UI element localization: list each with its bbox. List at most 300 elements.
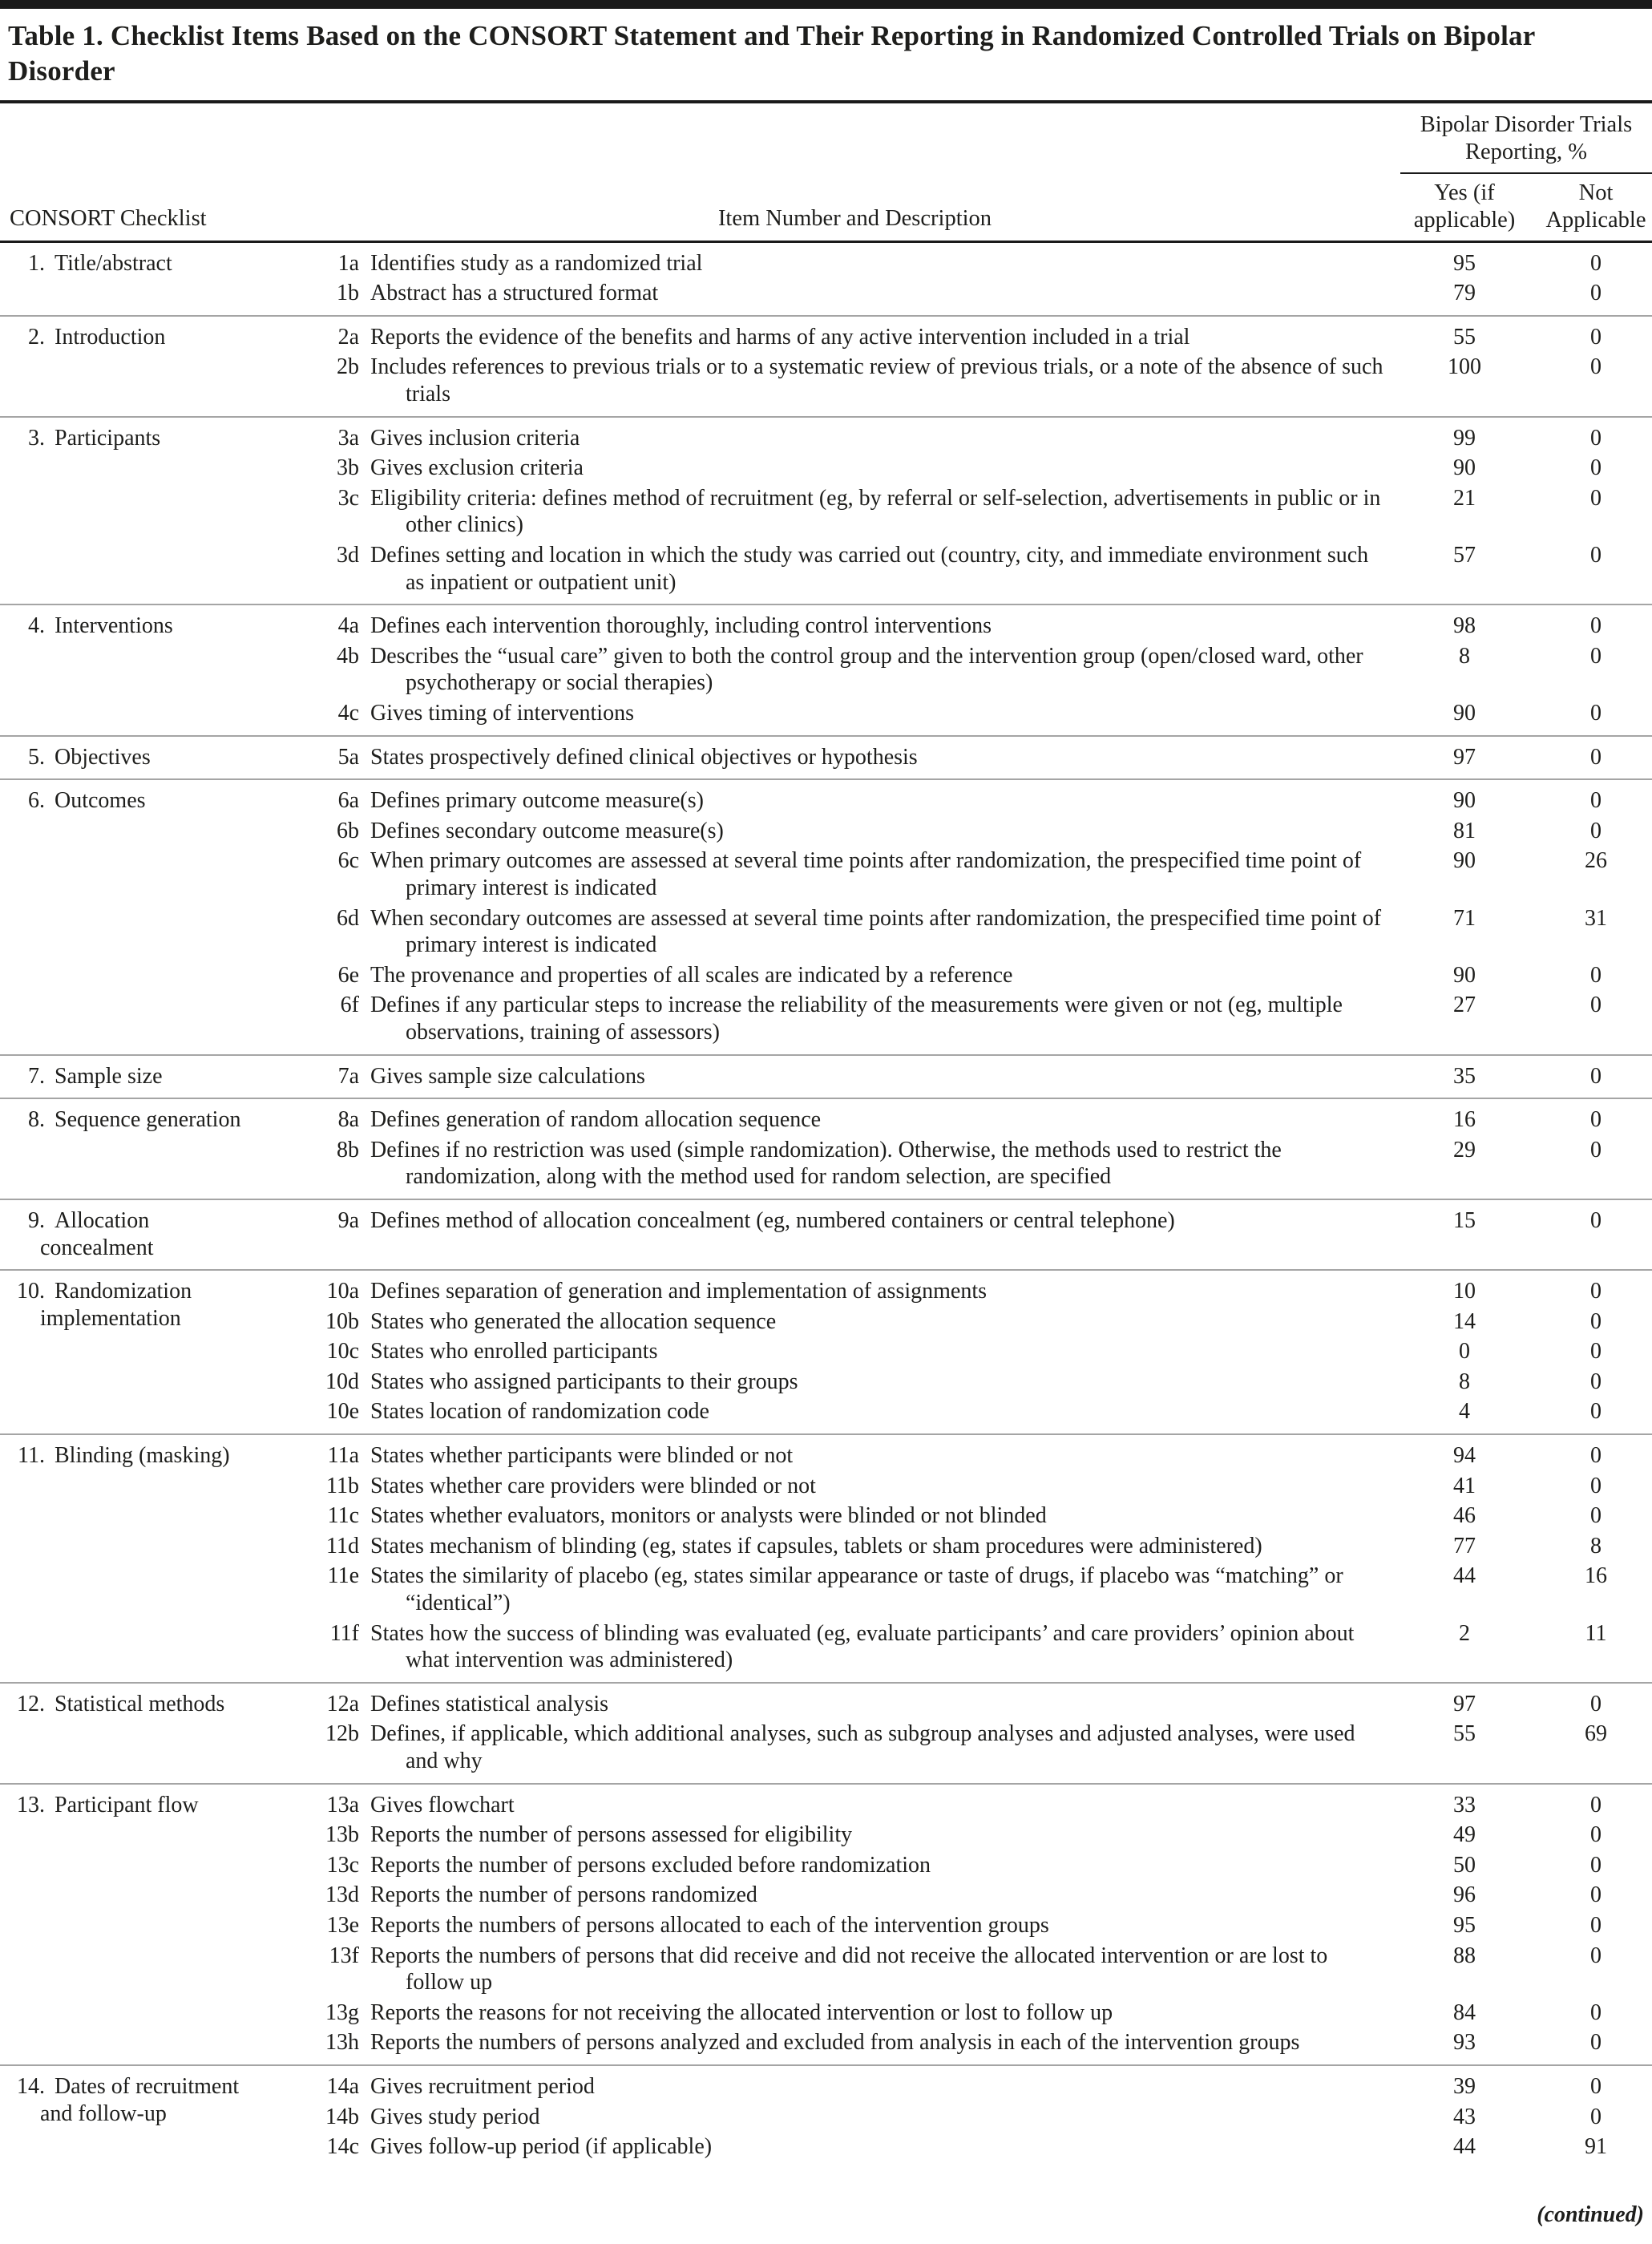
section-category [10, 1691, 309, 1775]
section-name-cont: concealment [40, 1235, 154, 1260]
item-number: 10d [325, 1369, 359, 1394]
item-description: The provenance and properties of all scales are indicated by a reference [370, 962, 1013, 988]
item-number: 11b [326, 1473, 359, 1498]
value-not-applicable: 0 [1590, 1912, 1602, 1938]
section-name: Randomization [55, 1279, 192, 1304]
checklist-item-row [309, 1106, 1652, 1134]
value-not-applicable: 0 [1590, 1308, 1602, 1334]
section-category [10, 425, 309, 596]
section-items [309, 425, 1652, 596]
item-number: 13g [325, 1999, 359, 2025]
value-not-applicable: 0 [1590, 1792, 1602, 1817]
section-category [10, 1792, 309, 2056]
value-not-applicable: 0 [1590, 788, 1602, 814]
checklist-item-row [309, 818, 1652, 845]
value-not-applicable: 0 [1590, 425, 1602, 451]
item-number: 10e [326, 1399, 359, 1425]
checklist-item-row [309, 1207, 1652, 1235]
table-title: Table 1. Checklist Items Based on the CONSORT Statement and Their Reporting in Randomized Controlled Trials on Bipolar Disorder [8, 20, 1535, 87]
checklist-section [0, 1269, 1652, 1433]
checklist-section [0, 1098, 1652, 1199]
value-not-applicable: 0 [1590, 744, 1602, 770]
section-number: 5. [28, 744, 45, 770]
checklist-item-row [309, 1852, 1652, 1879]
value-not-applicable: 0 [1590, 1339, 1602, 1365]
value-yes: 90 [1453, 788, 1476, 814]
value-not-applicable: 0 [1590, 543, 1602, 568]
item-description: Defines setting and location in which the study was carried out (country, city, and immediate environment such as inpatient or outpatient unit) [370, 543, 1369, 595]
checklist-item-row [309, 1278, 1652, 1305]
item-number: 8a [337, 1107, 359, 1133]
section-name: Blinding (masking) [55, 1443, 230, 1469]
value-yes: 79 [1453, 281, 1476, 306]
section-number: 7. [28, 1063, 45, 1089]
value-yes: 8 [1459, 643, 1470, 669]
section-category [10, 744, 309, 771]
checklist-section [0, 1783, 1652, 2064]
checklist-item-row [309, 1442, 1652, 1470]
section-items [309, 787, 1652, 1045]
value-yes: 27 [1453, 993, 1476, 1018]
checklist-item-row [309, 542, 1652, 596]
value-not-applicable: 69 [1585, 1721, 1607, 1747]
item-description: Reports the evidence of the benefits and harms of any active intervention included in a trial [370, 324, 1190, 350]
value-yes: 97 [1453, 1691, 1476, 1716]
section-number: 10. [17, 1279, 45, 1304]
item-number: 13f [329, 1943, 359, 1968]
value-not-applicable: 0 [1590, 1503, 1602, 1529]
checklist-item-row [309, 1137, 1652, 1191]
item-description: Defines each intervention thoroughly, including control interventions [370, 613, 992, 639]
item-number: 4a [337, 613, 359, 639]
value-not-applicable: 91 [1585, 2134, 1607, 2160]
item-description: Abstract has a structured format [370, 281, 659, 306]
section-category [10, 1278, 309, 1425]
value-yes: 14 [1453, 1308, 1476, 1334]
checklist-item-row [309, 1563, 1652, 1616]
item-number: 6f [340, 993, 359, 1018]
checklist-section [0, 416, 1652, 604]
item-number: 11a [327, 1443, 359, 1469]
value-not-applicable: 0 [1590, 1473, 1602, 1498]
checklist-item-row [309, 1369, 1652, 1396]
value-not-applicable: 0 [1590, 613, 1602, 639]
value-yes: 55 [1453, 1721, 1476, 1747]
value-not-applicable: 0 [1590, 1691, 1602, 1716]
section-name: Title/abstract [55, 250, 172, 276]
item-description: Reports the numbers of persons analyzed and excluded from analysis in each of the intervention groups [370, 2030, 1300, 2056]
item-number: 4c [337, 701, 359, 726]
section-items [309, 1792, 1652, 2056]
value-yes: 88 [1453, 1943, 1476, 1968]
checklist-item-row [309, 2133, 1652, 2161]
value-yes: 46 [1453, 1503, 1476, 1529]
item-number: 8b [337, 1137, 359, 1162]
column-header-not-applicable: Not Applicable [1545, 180, 1646, 233]
checklist-item-row [309, 1620, 1652, 1674]
section-items [309, 324, 1652, 408]
value-yes: 77 [1453, 1533, 1476, 1559]
section-number: 14. [17, 2073, 45, 2099]
value-yes: 55 [1453, 324, 1476, 350]
item-number: 13c [326, 1852, 359, 1878]
value-yes: 44 [1453, 2134, 1476, 2160]
item-number: 4b [337, 643, 359, 669]
section-category [10, 324, 309, 408]
value-not-applicable: 0 [1590, 455, 1602, 481]
item-number: 13b [325, 1822, 359, 1848]
value-not-applicable: 0 [1590, 2104, 1602, 2129]
item-description: Gives inclusion criteria [370, 425, 580, 451]
value-not-applicable: 8 [1590, 1533, 1602, 1559]
value-yes: 4 [1459, 1399, 1470, 1425]
value-not-applicable: 0 [1590, 281, 1602, 306]
value-yes: 0 [1459, 1339, 1470, 1365]
section-name: Objectives [55, 744, 151, 770]
item-description: When primary outcomes are assessed at several time points after randomization, the prespecified time point of primary interest is indicated [370, 848, 1362, 900]
item-description: Defines secondary outcome measure(s) [370, 818, 724, 843]
checklist-item-row [309, 1398, 1652, 1425]
checklist-item-row [309, 324, 1652, 351]
section-items [309, 613, 1652, 726]
value-not-applicable: 0 [1590, 1399, 1602, 1425]
value-not-applicable: 0 [1590, 1207, 1602, 1233]
value-not-applicable: 0 [1590, 643, 1602, 669]
value-not-applicable: 0 [1590, 250, 1602, 276]
item-description: Defines if no restriction was used (simple randomization). Otherwise, the methods used to restrict the randomization, along with the method used for random selection, are specified [370, 1137, 1282, 1190]
value-not-applicable: 0 [1590, 2030, 1602, 2056]
item-number: 12b [325, 1721, 359, 1747]
item-description: When secondary outcomes are assessed at several time points after randomization, the prespecified time point of primary interest is indicated [370, 905, 1382, 958]
sub-headers [1400, 180, 1652, 233]
value-not-applicable: 0 [1590, 1999, 1602, 2025]
section-category [10, 1442, 309, 1674]
item-description: Gives study period [370, 2104, 540, 2129]
section-name: Introduction [55, 324, 166, 350]
item-number: 14b [325, 2104, 359, 2129]
checklist-item-row [309, 425, 1652, 452]
value-not-applicable: 0 [1590, 962, 1602, 988]
value-yes: 10 [1453, 1279, 1476, 1304]
item-description: Defines separation of generation and implementation of assignments [370, 1279, 988, 1304]
section-items [309, 1442, 1652, 1674]
item-description: Reports the number of persons assessed for eligibility [370, 1822, 853, 1848]
item-number: 14c [326, 2134, 359, 2160]
section-category [10, 1106, 309, 1191]
checklist-item-row [309, 1792, 1652, 1819]
value-yes: 57 [1453, 543, 1476, 568]
item-description: Reports the numbers of persons allocated to each of the intervention groups [370, 1912, 1049, 1938]
section-category [10, 1207, 309, 1261]
item-number: 3c [337, 485, 359, 511]
item-description: Reports the numbers of persons that did receive and did not receive the allocated intervention or are lost to follow up [370, 1943, 1328, 1995]
checklist-section [0, 604, 1652, 734]
value-yes: 90 [1453, 455, 1476, 481]
section-items [309, 2073, 1652, 2161]
checklist-item-row [309, 992, 1652, 1045]
item-number: 1b [337, 281, 359, 306]
value-not-applicable: 0 [1590, 1137, 1602, 1162]
item-description: Gives timing of interventions [370, 701, 634, 726]
value-not-applicable: 0 [1590, 1063, 1602, 1089]
checklist-section [0, 2064, 1652, 2169]
column-header-yes: Yes (if applicable) [1413, 180, 1516, 233]
value-not-applicable: 0 [1590, 818, 1602, 843]
value-yes: 71 [1453, 905, 1476, 931]
checklist-item-row [309, 485, 1652, 539]
checklist-section [0, 243, 1652, 315]
item-description: Defines if any particular steps to increase the reliability of the measurements were given or not (eg, multiple observations, training of assessors) [370, 993, 1343, 1045]
top-rule [0, 0, 1652, 9]
checklist-section [0, 735, 1652, 779]
item-number: 10c [326, 1339, 359, 1365]
item-number: 11e [327, 1563, 359, 1589]
section-category [10, 250, 309, 307]
value-not-applicable: 0 [1590, 1279, 1602, 1304]
item-description: Gives recruitment period [370, 2073, 595, 2099]
checklist-item-row [309, 847, 1652, 901]
value-yes: 49 [1453, 1822, 1476, 1848]
item-number: 6d [337, 905, 359, 931]
section-name: Allocation [55, 1207, 150, 1233]
checklist-item-row [309, 643, 1652, 697]
item-description: Defines statistical analysis [370, 1691, 609, 1716]
item-description: Describes the “usual care” given to both the control group and the intervention group (open/closed ward, other psychotherapy or social therapies) [370, 643, 1363, 696]
section-category [10, 787, 309, 1045]
section-number: 13. [17, 1792, 45, 1817]
checklist-item-row [309, 1720, 1652, 1774]
checklist-item-row [309, 1912, 1652, 1939]
checklist-item-row [309, 250, 1652, 277]
value-yes: 43 [1453, 2104, 1476, 2129]
item-description: Gives flowchart [370, 1792, 515, 1817]
item-description: States who assigned participants to their groups [370, 1369, 798, 1394]
checklist-item-row [309, 1882, 1652, 1909]
value-yes: 2 [1459, 1620, 1470, 1646]
item-description: Includes references to previous trials or to a systematic review of previous trials, or a note of the absence of such trials [370, 354, 1383, 407]
checklist-item-row [309, 2029, 1652, 2056]
item-description: States who generated the allocation sequence [370, 1308, 777, 1334]
section-name: Participant flow [55, 1792, 199, 1817]
item-description: Defines generation of random allocation sequence [370, 1107, 822, 1133]
value-not-applicable: 0 [1590, 1822, 1602, 1848]
checklist-item-row [309, 1821, 1652, 1849]
section-items [309, 1691, 1652, 1775]
item-description: States how the success of blinding was evaluated (eg, evaluate participants’ and care providers’ opinion about what intervention was administered) [370, 1620, 1355, 1673]
item-number: 11d [326, 1533, 359, 1559]
value-yes: 21 [1453, 485, 1476, 511]
value-not-applicable: 0 [1590, 1852, 1602, 1878]
item-number: 10a [326, 1279, 359, 1304]
item-description: Reports the number of persons randomized [370, 1882, 757, 1908]
section-items [309, 1063, 1652, 1090]
item-number: 5a [337, 744, 359, 770]
column-group-trials-reporting [1400, 111, 1652, 234]
column-header-item-number-description: Item Number and Description [717, 206, 992, 232]
item-description: States who enrolled participants [370, 1339, 658, 1365]
checklist-item-row [309, 1308, 1652, 1336]
section-number: 12. [17, 1691, 45, 1716]
checklist-item-row [309, 354, 1652, 407]
value-yes: 44 [1453, 1563, 1476, 1589]
item-number: 9a [337, 1207, 359, 1233]
section-number: 2. [28, 324, 45, 350]
item-number: 10b [325, 1308, 359, 1334]
checklist-item-row [309, 1502, 1652, 1530]
value-yes: 35 [1453, 1063, 1476, 1089]
item-description: States whether care providers were blinded or not [370, 1473, 816, 1498]
value-not-applicable: 0 [1590, 1107, 1602, 1133]
item-number: 11c [327, 1503, 359, 1529]
section-items [309, 1106, 1652, 1191]
item-description: States whether evaluators, monitors or analysts were blinded or not blinded [370, 1503, 1047, 1529]
checklist-section [0, 315, 1652, 416]
value-yes: 90 [1453, 848, 1476, 874]
value-not-applicable: 11 [1585, 1620, 1607, 1646]
checklist-section [0, 1199, 1652, 1269]
value-yes: 96 [1453, 1882, 1476, 1908]
value-not-applicable: 16 [1585, 1563, 1607, 1589]
value-yes: 95 [1453, 1912, 1476, 1938]
value-yes: 29 [1453, 1137, 1476, 1162]
checklist-item-row [309, 1338, 1652, 1365]
section-category [10, 1063, 309, 1090]
value-yes: 93 [1453, 2030, 1476, 2056]
section-category [10, 2073, 309, 2161]
value-yes: 100 [1448, 354, 1481, 380]
checklist-item-row [309, 455, 1652, 482]
section-name: Participants [55, 425, 161, 451]
item-number: 1a [337, 250, 359, 276]
item-number: 7a [337, 1063, 359, 1089]
value-not-applicable: 0 [1590, 1369, 1602, 1394]
item-number: 2b [337, 354, 359, 380]
value-yes: 95 [1453, 250, 1476, 276]
item-number: 13e [326, 1912, 359, 1938]
section-category [10, 613, 309, 726]
value-yes: 16 [1453, 1107, 1476, 1133]
item-description: Identifies study as a randomized trial [370, 250, 703, 276]
column-header-consort-checklist: CONSORT Checklist [10, 206, 207, 232]
section-number: 1. [28, 250, 45, 276]
value-not-applicable: 0 [1590, 1443, 1602, 1469]
item-number: 13a [326, 1792, 359, 1817]
item-number: 6b [337, 818, 359, 843]
value-yes: 41 [1453, 1473, 1476, 1498]
value-yes: 81 [1453, 818, 1476, 843]
group-header-label: Bipolar Disorder Trials Reporting, % [1420, 112, 1633, 164]
value-yes: 90 [1453, 962, 1476, 988]
checklist-item-row [309, 744, 1652, 771]
item-description: States location of randomization code [370, 1399, 709, 1425]
section-name-cont: implementation [40, 1305, 181, 1331]
item-description: Gives follow-up period (if applicable) [370, 2134, 713, 2160]
checklist-item-row [309, 1691, 1652, 1718]
checklist-section [0, 1682, 1652, 1783]
value-yes: 99 [1453, 425, 1476, 451]
value-not-applicable: 0 [1590, 2073, 1602, 2099]
value-not-applicable: 0 [1590, 993, 1602, 1018]
checklist-item-row [309, 613, 1652, 640]
item-description: Defines, if applicable, which additional analyses, such as subgroup analyses and adjusted analyses, were used and why [370, 1721, 1355, 1773]
item-description: Reports the number of persons excluded before randomization [370, 1852, 931, 1878]
item-number: 6e [337, 962, 359, 988]
item-description: Defines method of allocation concealment (eg, numbered containers or central telephone) [370, 1207, 1175, 1233]
value-not-applicable: 0 [1590, 324, 1602, 350]
section-number: 6. [28, 788, 45, 814]
continued-note: (continued) [1537, 2202, 1644, 2227]
checklist-item-row [309, 1533, 1652, 1560]
section-name: Dates of recruitment [55, 2073, 240, 2099]
checklist-item-row [309, 2073, 1652, 2100]
checklist-item-row [309, 1063, 1652, 1090]
section-name: Sample size [55, 1063, 163, 1089]
item-description: Defines primary outcome measure(s) [370, 788, 704, 814]
section-items [309, 250, 1652, 307]
checklist-item-row [309, 905, 1652, 959]
checklist-item-row [309, 2104, 1652, 2131]
group-header-divider [1400, 172, 1652, 174]
value-not-applicable: 0 [1590, 485, 1602, 511]
value-yes: 90 [1453, 701, 1476, 726]
item-number: 2a [337, 324, 359, 350]
item-number: 12a [326, 1691, 359, 1716]
item-number: 13d [325, 1882, 359, 1908]
checklist-section [0, 778, 1652, 1053]
item-description: Eligibility criteria: defines method of recruitment (eg, by referral or self-selection, advertisements in public or in other clinics) [370, 485, 1381, 538]
value-yes: 98 [1453, 613, 1476, 639]
item-number: 3d [337, 543, 359, 568]
section-number: 11. [18, 1443, 45, 1469]
value-not-applicable: 0 [1590, 1882, 1602, 1908]
item-description: States mechanism of blinding (eg, states if capsules, tablets or sham procedures were administered) [370, 1533, 1262, 1559]
checklist-section [0, 1433, 1652, 1682]
value-yes: 84 [1453, 1999, 1476, 2025]
item-description: Gives exclusion criteria [370, 455, 584, 481]
section-number: 9. [28, 1207, 45, 1233]
section-items [309, 1278, 1652, 1425]
checklist-item-row [309, 1999, 1652, 2027]
item-number: 3a [337, 425, 359, 451]
value-yes: 94 [1453, 1443, 1476, 1469]
value-yes: 15 [1453, 1207, 1476, 1233]
checklist-item-row [309, 1943, 1652, 1996]
value-not-applicable: 0 [1590, 354, 1602, 380]
item-number: 11f [329, 1620, 359, 1646]
item-number: 13h [325, 2030, 359, 2056]
item-number: 6c [337, 848, 359, 874]
value-yes: 33 [1453, 1792, 1476, 1817]
item-description: States whether participants were blinded or not [370, 1443, 794, 1469]
value-yes: 39 [1453, 2073, 1476, 2099]
section-items [309, 744, 1652, 771]
value-yes: 50 [1453, 1852, 1476, 1878]
table-body [0, 243, 1652, 2169]
value-not-applicable: 0 [1590, 1943, 1602, 1968]
section-name: Interventions [55, 613, 173, 639]
section-items [309, 1207, 1652, 1261]
checklist-item-row [309, 787, 1652, 815]
item-number: 14a [326, 2073, 359, 2099]
item-description: Gives sample size calculations [370, 1063, 645, 1089]
section-number: 3. [28, 425, 45, 451]
value-not-applicable: 0 [1590, 701, 1602, 726]
value-not-applicable: 31 [1585, 905, 1607, 931]
section-name-cont: and follow-up [40, 2100, 167, 2126]
item-description: States the similarity of placebo (eg, states similar appearance or taste of drugs, if placebo was “matching” or “identical”) [370, 1563, 1343, 1616]
checklist-item-row [309, 700, 1652, 727]
checklist-item-row [309, 280, 1652, 307]
